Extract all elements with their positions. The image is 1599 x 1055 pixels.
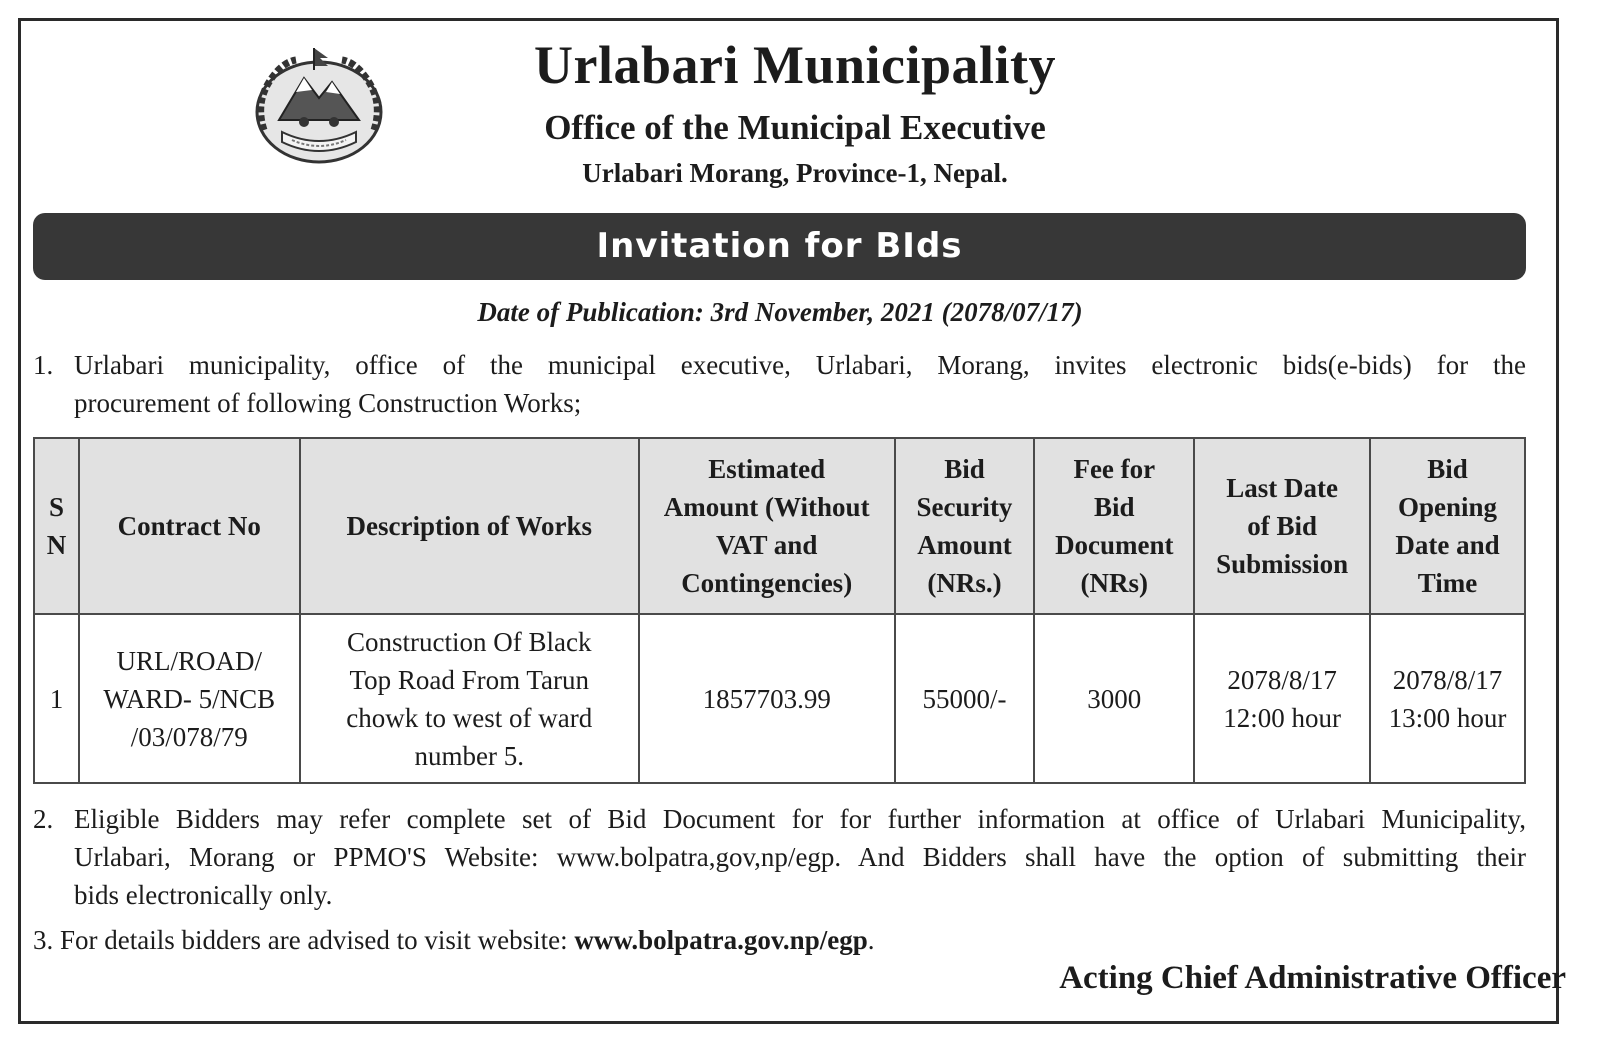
paragraph-line: Urlabari municipality, office of the municipal executive, Urlabari, Morang, invites electronic bids(e-bids) for the: [74, 350, 1526, 380]
cell-document-fee: 3000: [1034, 614, 1194, 783]
header-line: N: [46, 530, 67, 560]
header-document-fee: [1034, 438, 1194, 614]
cell-line: 13:00 hour: [1388, 702, 1507, 733]
header-line: Fee for: [1073, 454, 1156, 484]
header-line: (NRs.): [927, 568, 1002, 598]
bids-table: [33, 437, 1526, 784]
cell-line: URL/ROAD/: [116, 645, 263, 676]
cell-opening-date: [1370, 614, 1525, 783]
paragraph-text: 3. For details bidders are advised to visit website:: [33, 925, 575, 955]
header-last-submission-date: [1194, 438, 1370, 614]
paragraph-line: Eligible Bidders may refer complete set of Bid Document for for further information at office of Urlabari Municipality,: [74, 804, 1526, 834]
paragraph-1: [33, 346, 1526, 422]
cell-line: 2078/8/17: [1227, 664, 1337, 695]
header-opening-date: [1370, 438, 1525, 614]
paragraph-end: .: [867, 925, 875, 955]
cell-sn: 1: [34, 614, 79, 783]
header-line: Document: [1055, 530, 1174, 560]
cell-line: /03/078/79: [130, 721, 248, 752]
header-line: Date and: [1395, 530, 1500, 560]
header-contract-no: [79, 438, 300, 614]
cell-line: Construction Of Black: [347, 626, 592, 657]
header-line: Estimated: [708, 454, 826, 484]
header-line: Security: [916, 492, 1013, 522]
publication-date: Date of Publication: 3rd November, 2021 (2078/07/17): [477, 297, 1083, 327]
cell-line: 2078/8/17: [1392, 664, 1503, 695]
paragraph-line: Urlabari, Morang or PPMO'S Website: www.bolpatra,gov,np/egp. And Bidders shall have the option of submitting their: [74, 842, 1526, 872]
header-line: Time: [1417, 568, 1478, 598]
office-subtitle: Office of the Municipal Executive: [544, 108, 1046, 147]
cell-estimated-amount: 1857703.99: [639, 614, 895, 783]
header-line: Bid: [1094, 492, 1135, 522]
header-line: Description of Works: [346, 511, 592, 541]
header-line: Contingencies): [681, 568, 853, 598]
header-sn: [34, 438, 79, 614]
header-line: Bid: [1427, 454, 1468, 484]
office-address: Urlabari Morang, Province-1, Nepal.: [582, 158, 1008, 188]
header-line: Last Date: [1226, 473, 1339, 503]
header-line: Bid: [944, 454, 985, 484]
cell-line: WARD- 5/NCB: [103, 683, 276, 714]
header-line: Amount (Without: [663, 492, 870, 522]
cell-last-submission-date: [1194, 614, 1370, 783]
header-line: S: [48, 492, 64, 522]
cell-contract-no: [79, 614, 300, 783]
table-header-row: [34, 438, 1525, 614]
header-estimated-amount: [639, 438, 895, 614]
paragraph-line: procurement of following Construction Works;: [74, 388, 582, 418]
notice-title-banner: Invitation for BIds: [33, 213, 1526, 280]
header-bid-security: [895, 438, 1035, 614]
header-line: Contract No: [117, 511, 261, 541]
signatory-title: Acting Chief Administrative Officer: [1059, 960, 1566, 996]
cell-bid-security: 55000/-: [895, 614, 1035, 783]
paragraph-number: 1.: [33, 350, 54, 380]
header-line: VAT and: [716, 530, 818, 560]
cell-line: chowk to west of ward: [346, 702, 593, 733]
cell-description: [300, 614, 639, 783]
municipality-title: Urlabari Municipality: [534, 35, 1056, 95]
paragraph-2: [33, 800, 1526, 914]
header-line: Opening: [1398, 492, 1498, 522]
cell-line: 12:00 hour: [1223, 702, 1342, 733]
header-description: [300, 438, 639, 614]
paragraph-3: [33, 921, 1526, 959]
cell-line: number 5.: [414, 740, 524, 771]
header-line: (NRs): [1080, 568, 1149, 598]
paragraph-number: 2.: [33, 804, 54, 834]
website-link[interactable]: www.bolpatra.gov.np/egp: [574, 925, 868, 955]
paragraph-line: bids electronically only.: [74, 880, 333, 910]
header-line: Amount: [917, 530, 1012, 560]
header-line: of Bid: [1247, 511, 1318, 541]
header-line: Submission: [1216, 549, 1349, 579]
table-row: [34, 614, 1525, 783]
cell-line: Top Road From Tarun: [349, 664, 589, 695]
